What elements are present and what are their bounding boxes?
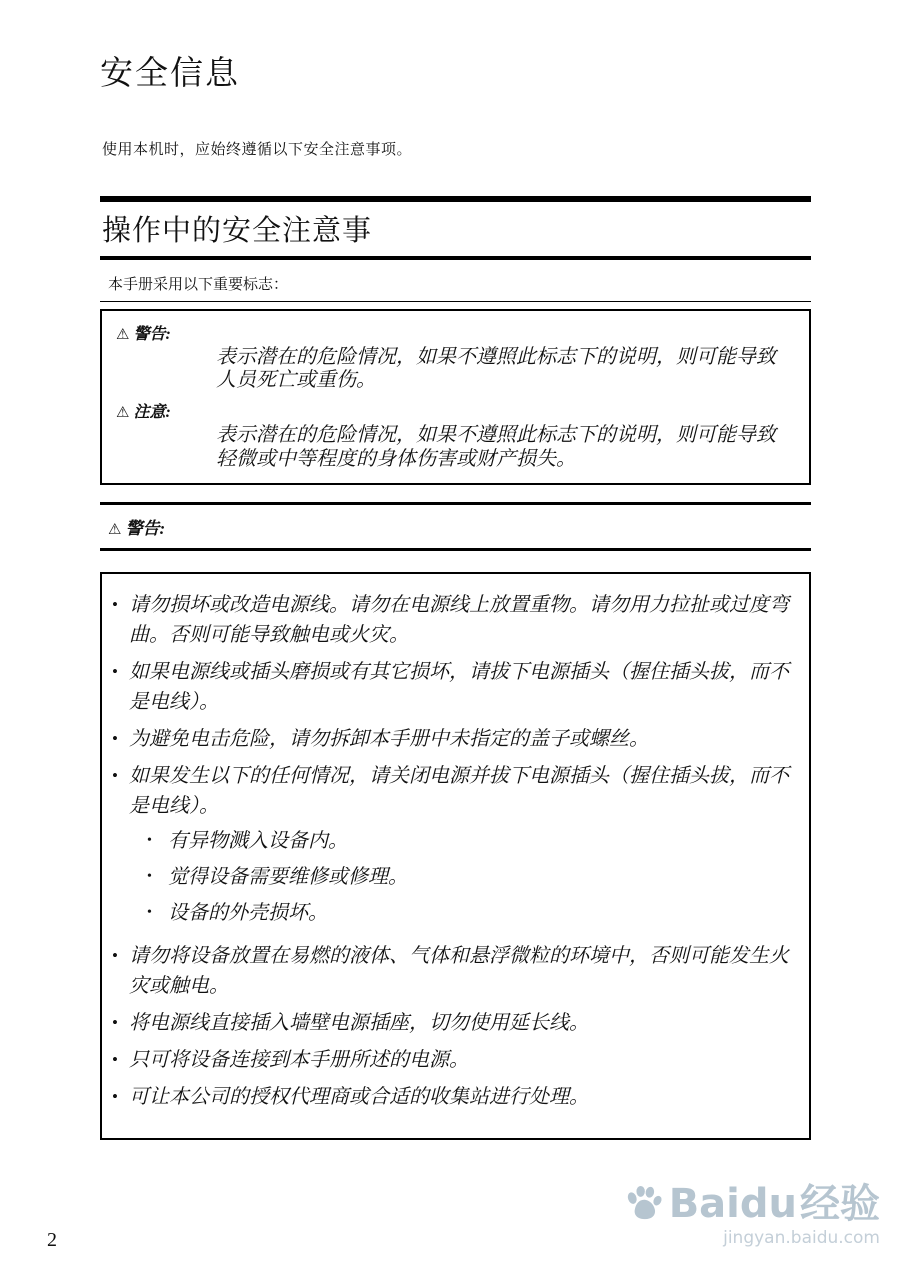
warning-section-band: [100, 502, 811, 551]
warning-item: [112, 1045, 793, 1075]
page-number: 2: [47, 1229, 57, 1251]
warning-triangle-icon: ⚠: [116, 327, 130, 343]
notice-intro: 本手册采用以下重要标志：: [108, 277, 289, 293]
bullet-icon: •: [112, 1012, 118, 1032]
bullet-icon: •: [147, 832, 152, 848]
legend-caution-label: [116, 399, 793, 422]
bullet-icon: •: [112, 661, 118, 681]
legend-caution-label-text: 注意:: [133, 404, 171, 422]
warning-subtext: 有异物溅入设备内。: [168, 829, 348, 852]
warning-text: 如果发生以下的任何情况，请关闭电源并拔下电源插头（握住插头拔，而不是电线）。: [129, 764, 789, 817]
warning-subitem: [147, 898, 793, 928]
symbol-legend-box: [100, 309, 811, 485]
bullet-icon: •: [112, 594, 118, 614]
warning-subitem: [147, 826, 793, 856]
bullet-icon: •: [147, 904, 152, 920]
warning-sublist: [129, 826, 793, 928]
warning-text: 请勿将设备放置在易燃的液体、气体和悬浮微粒的环境中，否则可能发生火灾或触电。: [129, 944, 789, 997]
warning-triangle-icon: ⚠: [116, 405, 130, 422]
legend-warning-description: 表示潜在的危险情况，如果不遵照此标志下的说明，则可能导致人员死亡或重伤。: [216, 346, 776, 392]
legend-warning-label: [116, 321, 793, 344]
warning-band-label: [108, 514, 811, 539]
watermark-url: jingyan.baidu.com: [723, 1228, 880, 1248]
legend-warning-label-text: 警告:: [133, 326, 171, 343]
warning-text: 可让本公司的授权代理商或合适的收集站进行处理。: [129, 1085, 589, 1108]
page-title: 安全信息: [100, 56, 240, 92]
warning-triangle-icon: ⚠: [108, 521, 122, 538]
bullet-icon: •: [112, 765, 118, 785]
warning-subtext: 觉得设备需要维修或修理。: [168, 865, 408, 888]
warning-item: [112, 590, 793, 650]
warning-text: 为避免电击危险，请勿拆卸本手册中未指定的盖子或螺丝。: [129, 727, 649, 750]
bullet-icon: •: [112, 1086, 118, 1106]
warning-subitem: [147, 862, 793, 892]
intro-paragraph: 使用本机时，应始终遵循以下安全注意事项。: [102, 142, 413, 158]
warning-subtext: 设备的外壳损坏。: [168, 901, 328, 924]
document-page: [100, 0, 811, 1140]
warning-item: [112, 1082, 793, 1112]
warning-text: 将电源线直接插入墙壁电源插座，切勿使用延长线。: [129, 1011, 589, 1034]
section-heading: 操作中的安全注意事: [102, 215, 373, 247]
warning-item: [112, 657, 793, 717]
warning-item: [112, 941, 793, 1001]
watermark-brand: [623, 1183, 880, 1225]
watermark-brand-cn: 经验: [800, 1181, 880, 1227]
warning-item: [112, 761, 793, 934]
warning-text: 如果电源线或插头磨损或有其它损坏，请拔下电源插头（握住插头拔，而不是电线）。: [129, 660, 789, 713]
thin-rule: [100, 301, 811, 302]
legend-caution-description: 表示潜在的危险情况，如果不遵照此标志下的说明，则可能导致轻微或中等程度的身体伤害或财产损失。: [216, 424, 776, 470]
warning-item: [112, 1008, 793, 1038]
watermark-brand-en: Baidu: [668, 1181, 797, 1227]
section-heading-block: [100, 196, 811, 260]
baidu-jingyan-watermark: [623, 1183, 880, 1248]
warning-item: [112, 724, 793, 754]
warning-band-label-text: 警告:: [125, 518, 166, 538]
baidu-paw-icon: [623, 1183, 665, 1225]
warning-list-box: [100, 572, 811, 1140]
heading-rule-bottom: [100, 256, 811, 260]
bullet-icon: •: [112, 945, 118, 965]
bullet-icon: •: [147, 868, 152, 884]
warning-text: 请勿损坏或改造电源线。请勿在电源线上放置重物。请勿用力拉扯或过度弯曲。否则可能导致触电或火灾。: [129, 593, 789, 646]
warning-list: [112, 590, 793, 1112]
bullet-icon: •: [112, 1049, 118, 1069]
warning-text: 只可将设备连接到本手册所述的电源。: [129, 1048, 469, 1071]
bullet-icon: •: [112, 728, 118, 748]
